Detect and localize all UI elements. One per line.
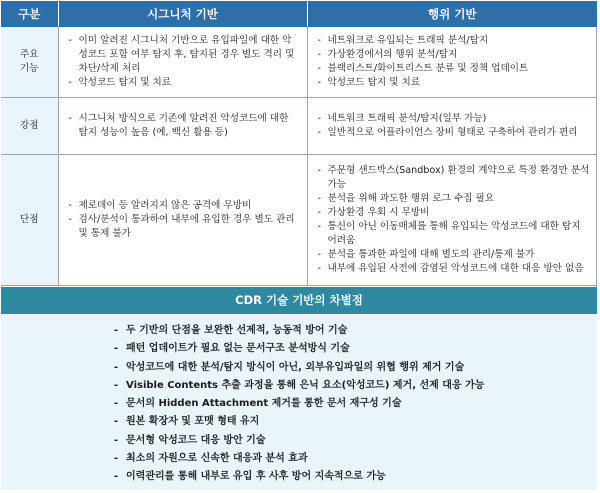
differentiation-list: [1, 314, 597, 487]
header-category: 구분: [1, 1, 58, 27]
list-item: - 제로데이 등 알려지지 않은 공격에 무방비: [69, 199, 301, 213]
differentiation-item: - 악성코드에 대한 분석/탐지 방식이 아닌, 외부유입파일의 위협 행위 제거 기술: [114, 359, 597, 377]
list-item: - 분석을 통과한 파일에 대해 별도의 관리/통제 불가: [318, 248, 592, 262]
category-label: 강점: [19, 119, 39, 131]
differentiation-item: - 문서의 Hidden Attachment 제거를 통한 문서 재구성 기술: [114, 395, 597, 413]
list-item: - 네트워크 트래픽 분석/탐지(일부 가능): [318, 112, 592, 126]
differentiation-title: CDR 기술 기반의 차별점: [1, 287, 597, 314]
behavior-strengths-cell: [307, 97, 597, 154]
behavior-main-functions-cell: [307, 27, 597, 97]
differentiation-item: - 두 기반의 단점을 보완한 선제적, 능동적 방어 기술: [114, 322, 597, 340]
signature-weaknesses-cell: [58, 154, 307, 285]
list-item: - 주문형 샌드박스(Sandbox) 환경의 계약으로 특정 환경만 분석 가능: [318, 164, 592, 192]
signature-main-functions-cell: [58, 27, 307, 97]
list-item: - 이미 알려진 시그니처 기반으로 유입파일에 대한 악성코드 포함 여부 탐지 후, 탐지된 경우 별도 격리 및 차단/삭제 처리: [69, 34, 301, 76]
category-strengths: [1, 97, 58, 154]
list-item: - 가상환경에서의 행위 분석/탐지: [318, 48, 592, 62]
row-main-functions: [1, 27, 597, 97]
category-label: 단점: [19, 213, 39, 225]
list-item: - 분석을 위해 과도한 행위 로그 수집 필요: [318, 192, 592, 206]
row-strengths: [1, 97, 597, 154]
differentiation-item: - 최소의 자원으로 신속한 대응과 분석 효과: [114, 450, 597, 468]
list-item: - 악성코드 탐지 및 치료: [69, 76, 301, 90]
category-weaknesses: [1, 154, 58, 285]
header-behavior-based: 행위 기반: [307, 1, 597, 27]
list-item: - 네트워크로 유입되는 트래픽 분석/탐지: [318, 34, 592, 48]
list-item: - 검사/분석이 통과하여 내부에 유입한 경우 별도 관리 및 통제 불가: [69, 213, 301, 241]
list-item: - 통신이 아닌 이동매체를 통해 유입되는 악성코드에 대한 탐지 어려움: [318, 220, 592, 248]
category-label: 주요 기능: [19, 48, 39, 74]
differentiation-item: - Visible Contents 추출 과정을 통해 은닉 요소(악성코드) 제거, 선제 대응 가능: [114, 377, 597, 395]
differentiation-item: - 원본 확장자 및 포맷 형태 유지: [114, 413, 597, 431]
list-item: - 내부에 유입된 사전에 감염된 악성코드에 대한 대응 방안 없음: [318, 262, 592, 276]
signature-strengths-cell: [58, 97, 307, 154]
differentiation-item: - 문서형 악성코드 대응 방안 기술: [114, 432, 597, 450]
behavior-weaknesses-cell: [307, 154, 597, 285]
table-header-row: [1, 1, 597, 27]
list-item: - 가상환경 우회 시 무방비: [318, 206, 592, 220]
differentiation-item: - 이력관리를 통해 내부로 유입 후 사후 방어 지속적으로 가능: [114, 468, 597, 486]
list-item: - 일반적으로 어플라이언스 장비 형태로 구축하여 관리가 편리: [318, 126, 592, 140]
header-signature-based: 시그니처 기반: [58, 1, 307, 27]
differentiation-item: - 패턴 업데이트가 필요 없는 문서구조 분석방식 기술: [114, 340, 597, 358]
comparison-table: [1, 1, 597, 286]
list-item: - 악성코드 탐지 및 치료: [318, 76, 592, 90]
row-weaknesses: [1, 154, 597, 285]
differentiation-section: [1, 314, 597, 490]
list-item: - 시그니처 방식으로 기존에 알려진 악성코드에 대한 탐지 성능이 높음 (예, 백신 활용 등): [69, 112, 301, 140]
category-main-functions: [1, 27, 58, 97]
list-item: - 블랙리스트/화이트리스트 분류 및 정책 업데이트: [318, 62, 592, 76]
